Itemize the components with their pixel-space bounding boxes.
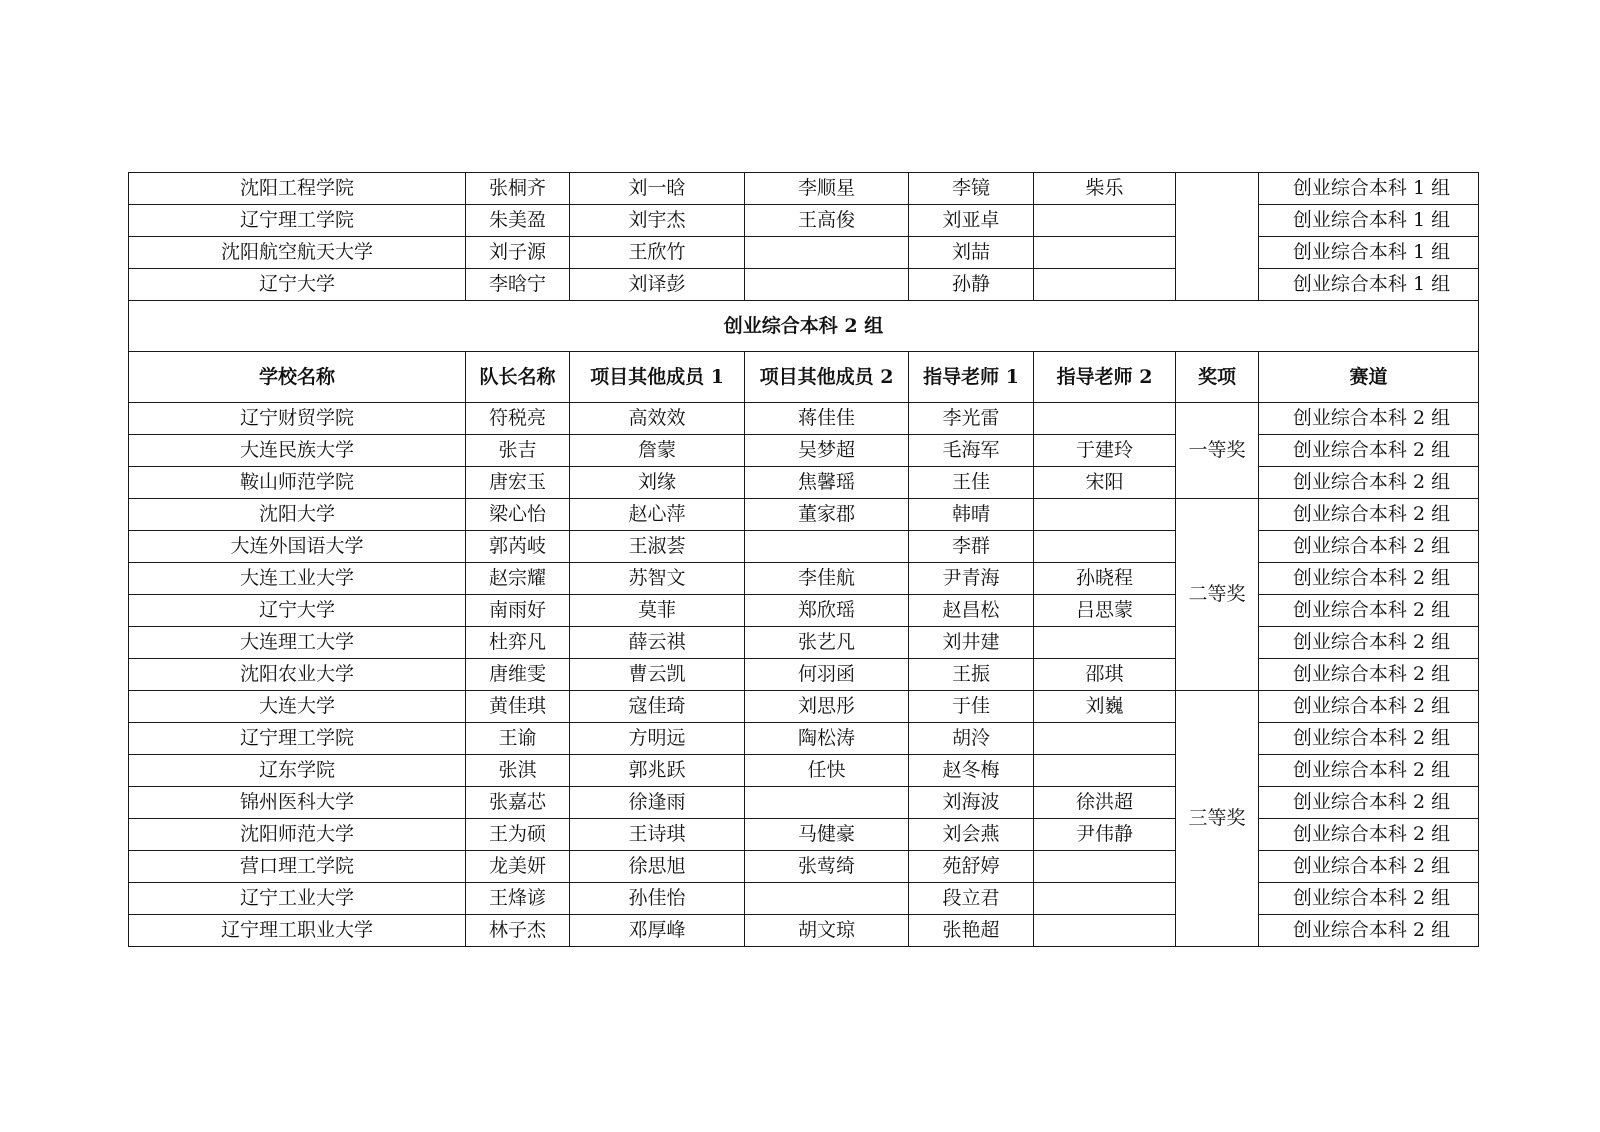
school-cell: 沈阳农业大学 (129, 659, 466, 691)
advisor1-cell: 刘井建 (909, 627, 1034, 659)
table-row (129, 499, 1479, 531)
advisor1-cell: 赵冬梅 (909, 755, 1034, 787)
captain-cell: 张淇 (466, 755, 570, 787)
table-row (129, 595, 1479, 627)
advisor2-cell: 吕思蒙 (1034, 595, 1176, 627)
member1-cell: 刘一晗 (570, 173, 745, 205)
advisor1-cell: 王佳 (909, 467, 1034, 499)
member1-cell: 王欣竹 (570, 237, 745, 269)
member2-cell (745, 269, 909, 301)
group-title: 创业综合本科 2 组 (129, 301, 1479, 352)
table-row (129, 883, 1479, 915)
member1-cell: 徐思旭 (570, 851, 745, 883)
member2-cell (745, 531, 909, 563)
school-cell: 鞍山师范学院 (129, 467, 466, 499)
school-cell: 辽宁工业大学 (129, 883, 466, 915)
school-cell: 沈阳工程学院 (129, 173, 466, 205)
track-cell: 创业综合本科 2 组 (1259, 467, 1479, 499)
table-row (129, 915, 1479, 947)
advisor2-cell (1034, 269, 1176, 301)
captain-cell: 龙美妍 (466, 851, 570, 883)
advisor2-cell (1034, 205, 1176, 237)
table-row (129, 435, 1479, 467)
captain-cell: 杜弈凡 (466, 627, 570, 659)
table-row (129, 467, 1479, 499)
captain-cell: 赵宗耀 (466, 563, 570, 595)
captain-cell: 王烽谚 (466, 883, 570, 915)
track-cell: 创业综合本科 2 组 (1259, 691, 1479, 723)
advisor1-cell: 胡泠 (909, 723, 1034, 755)
table-row (129, 403, 1479, 435)
member2-cell: 何羽函 (745, 659, 909, 691)
school-cell: 沈阳大学 (129, 499, 466, 531)
header-member2: 项目其他成员 2 (745, 352, 909, 403)
member2-cell (745, 237, 909, 269)
table-row (129, 659, 1479, 691)
award-cell-empty (1176, 173, 1259, 301)
advisor2-cell: 刘巍 (1034, 691, 1176, 723)
school-cell: 大连外国语大学 (129, 531, 466, 563)
captain-cell: 张吉 (466, 435, 570, 467)
group-title-row (129, 301, 1479, 352)
member1-cell: 寇佳琦 (570, 691, 745, 723)
advisor1-cell: 张艳超 (909, 915, 1034, 947)
advisor2-cell (1034, 883, 1176, 915)
captain-cell: 南雨好 (466, 595, 570, 627)
member1-cell: 方明远 (570, 723, 745, 755)
member2-cell: 李佳航 (745, 563, 909, 595)
track-cell: 创业综合本科 1 组 (1259, 173, 1479, 205)
member1-cell: 莫菲 (570, 595, 745, 627)
captain-cell: 张桐齐 (466, 173, 570, 205)
member2-cell: 胡文琼 (745, 915, 909, 947)
member1-cell: 郭兆跃 (570, 755, 745, 787)
member1-cell: 王淑荟 (570, 531, 745, 563)
school-cell: 大连大学 (129, 691, 466, 723)
track-cell: 创业综合本科 2 组 (1259, 755, 1479, 787)
advisor2-cell: 尹伟静 (1034, 819, 1176, 851)
school-cell: 沈阳师范大学 (129, 819, 466, 851)
school-cell: 营口理工学院 (129, 851, 466, 883)
advisor2-cell (1034, 237, 1176, 269)
member1-cell: 刘宇杰 (570, 205, 745, 237)
advisor2-cell: 于建玲 (1034, 435, 1176, 467)
advisor1-cell: 李镜 (909, 173, 1034, 205)
school-cell: 辽宁理工学院 (129, 723, 466, 755)
track-cell: 创业综合本科 2 组 (1259, 883, 1479, 915)
track-cell: 创业综合本科 2 组 (1259, 659, 1479, 691)
track-cell: 创业综合本科 2 组 (1259, 403, 1479, 435)
member1-cell: 刘缘 (570, 467, 745, 499)
member2-cell: 马健豪 (745, 819, 909, 851)
track-cell: 创业综合本科 2 组 (1259, 563, 1479, 595)
advisor1-cell: 韩晴 (909, 499, 1034, 531)
award-third-prize: 三等奖 (1176, 691, 1259, 947)
school-cell: 大连民族大学 (129, 435, 466, 467)
school-cell: 辽宁理工职业大学 (129, 915, 466, 947)
member1-cell: 曹云凯 (570, 659, 745, 691)
advisor1-cell: 毛海军 (909, 435, 1034, 467)
member2-cell (745, 883, 909, 915)
table-row (129, 691, 1479, 723)
advisor1-cell: 尹青海 (909, 563, 1034, 595)
header-member1: 项目其他成员 1 (570, 352, 745, 403)
member1-cell: 赵心萍 (570, 499, 745, 531)
track-cell: 创业综合本科 2 组 (1259, 531, 1479, 563)
member1-cell: 徐逢雨 (570, 787, 745, 819)
header-captain: 队长名称 (466, 352, 570, 403)
captain-cell: 唐宏玉 (466, 467, 570, 499)
table-row (129, 627, 1479, 659)
track-cell: 创业综合本科 2 组 (1259, 787, 1479, 819)
captain-cell: 张嘉芯 (466, 787, 570, 819)
member2-cell: 王高俊 (745, 205, 909, 237)
advisor1-cell: 段立君 (909, 883, 1034, 915)
member1-cell: 苏智文 (570, 563, 745, 595)
school-cell: 大连工业大学 (129, 563, 466, 595)
member2-cell: 陶松涛 (745, 723, 909, 755)
member2-cell: 张艺凡 (745, 627, 909, 659)
captain-cell: 李晗宁 (466, 269, 570, 301)
track-cell: 创业综合本科 2 组 (1259, 915, 1479, 947)
table-row (129, 531, 1479, 563)
advisor2-cell (1034, 531, 1176, 563)
header-row (129, 352, 1479, 403)
table-row (129, 723, 1479, 755)
table-row (129, 237, 1479, 269)
member2-cell: 任快 (745, 755, 909, 787)
captain-cell: 王谕 (466, 723, 570, 755)
table-row (129, 851, 1479, 883)
member2-cell: 张莺绮 (745, 851, 909, 883)
track-cell: 创业综合本科 2 组 (1259, 499, 1479, 531)
captain-cell: 林子杰 (466, 915, 570, 947)
advisor1-cell: 刘亚卓 (909, 205, 1034, 237)
school-cell: 大连理工大学 (129, 627, 466, 659)
captain-cell: 唐维雯 (466, 659, 570, 691)
member1-cell: 邓厚峰 (570, 915, 745, 947)
member2-cell: 吴梦超 (745, 435, 909, 467)
member1-cell: 孙佳怡 (570, 883, 745, 915)
captain-cell: 符税亮 (466, 403, 570, 435)
advisor1-cell: 苑舒婷 (909, 851, 1034, 883)
member1-cell: 薛云祺 (570, 627, 745, 659)
header-school: 学校名称 (129, 352, 466, 403)
award-list-table (128, 172, 1479, 947)
advisor2-cell: 柴乐 (1034, 173, 1176, 205)
advisor1-cell: 刘会燕 (909, 819, 1034, 851)
captain-cell: 朱美盈 (466, 205, 570, 237)
member1-cell: 王诗琪 (570, 819, 745, 851)
member2-cell: 董家郡 (745, 499, 909, 531)
track-cell: 创业综合本科 2 组 (1259, 627, 1479, 659)
advisor1-cell: 孙静 (909, 269, 1034, 301)
school-cell: 辽宁财贸学院 (129, 403, 466, 435)
advisor2-cell (1034, 915, 1176, 947)
advisor2-cell: 邵琪 (1034, 659, 1176, 691)
advisor2-cell: 宋阳 (1034, 467, 1176, 499)
member1-cell: 刘译彭 (570, 269, 745, 301)
school-cell: 锦州医科大学 (129, 787, 466, 819)
advisor1-cell: 李群 (909, 531, 1034, 563)
table-row (129, 563, 1479, 595)
track-cell: 创业综合本科 1 组 (1259, 269, 1479, 301)
award-first-prize: 一等奖 (1176, 403, 1259, 499)
track-cell: 创业综合本科 1 组 (1259, 237, 1479, 269)
school-cell: 辽宁理工学院 (129, 205, 466, 237)
member1-cell: 高效效 (570, 403, 745, 435)
track-cell: 创业综合本科 2 组 (1259, 723, 1479, 755)
table-row (129, 787, 1479, 819)
table-row (129, 819, 1479, 851)
header-advisor1: 指导老师 1 (909, 352, 1034, 403)
table-row (129, 205, 1479, 237)
track-cell: 创业综合本科 2 组 (1259, 851, 1479, 883)
school-cell: 辽东学院 (129, 755, 466, 787)
member2-cell: 焦馨瑶 (745, 467, 909, 499)
header-track: 赛道 (1259, 352, 1479, 403)
advisor2-cell (1034, 627, 1176, 659)
advisor2-cell: 徐洪超 (1034, 787, 1176, 819)
track-cell: 创业综合本科 1 组 (1259, 205, 1479, 237)
captain-cell: 郭芮岐 (466, 531, 570, 563)
track-cell: 创业综合本科 2 组 (1259, 435, 1479, 467)
captain-cell: 刘子源 (466, 237, 570, 269)
table-row (129, 269, 1479, 301)
school-cell: 沈阳航空航天大学 (129, 237, 466, 269)
advisor2-cell (1034, 851, 1176, 883)
member2-cell (745, 787, 909, 819)
captain-cell: 黄佳琪 (466, 691, 570, 723)
award-second-prize: 二等奖 (1176, 499, 1259, 691)
captain-cell: 梁心怡 (466, 499, 570, 531)
member2-cell: 蒋佳佳 (745, 403, 909, 435)
member2-cell: 郑欣瑶 (745, 595, 909, 627)
member1-cell: 詹蒙 (570, 435, 745, 467)
header-advisor2: 指导老师 2 (1034, 352, 1176, 403)
advisor1-cell: 于佳 (909, 691, 1034, 723)
table-row (129, 173, 1479, 205)
advisor2-cell (1034, 499, 1176, 531)
advisor1-cell: 李光雷 (909, 403, 1034, 435)
advisor1-cell: 刘喆 (909, 237, 1034, 269)
advisor2-cell: 孙晓程 (1034, 563, 1176, 595)
advisor2-cell (1034, 403, 1176, 435)
advisor1-cell: 刘海波 (909, 787, 1034, 819)
advisor2-cell (1034, 723, 1176, 755)
advisor2-cell (1034, 755, 1176, 787)
advisor1-cell: 王振 (909, 659, 1034, 691)
school-cell: 辽宁大学 (129, 269, 466, 301)
member2-cell: 刘思彤 (745, 691, 909, 723)
school-cell: 辽宁大学 (129, 595, 466, 627)
advisor1-cell: 赵昌松 (909, 595, 1034, 627)
header-award: 奖项 (1176, 352, 1259, 403)
captain-cell: 王为硕 (466, 819, 570, 851)
table-row (129, 755, 1479, 787)
track-cell: 创业综合本科 2 组 (1259, 595, 1479, 627)
member2-cell: 李顺星 (745, 173, 909, 205)
track-cell: 创业综合本科 2 组 (1259, 819, 1479, 851)
